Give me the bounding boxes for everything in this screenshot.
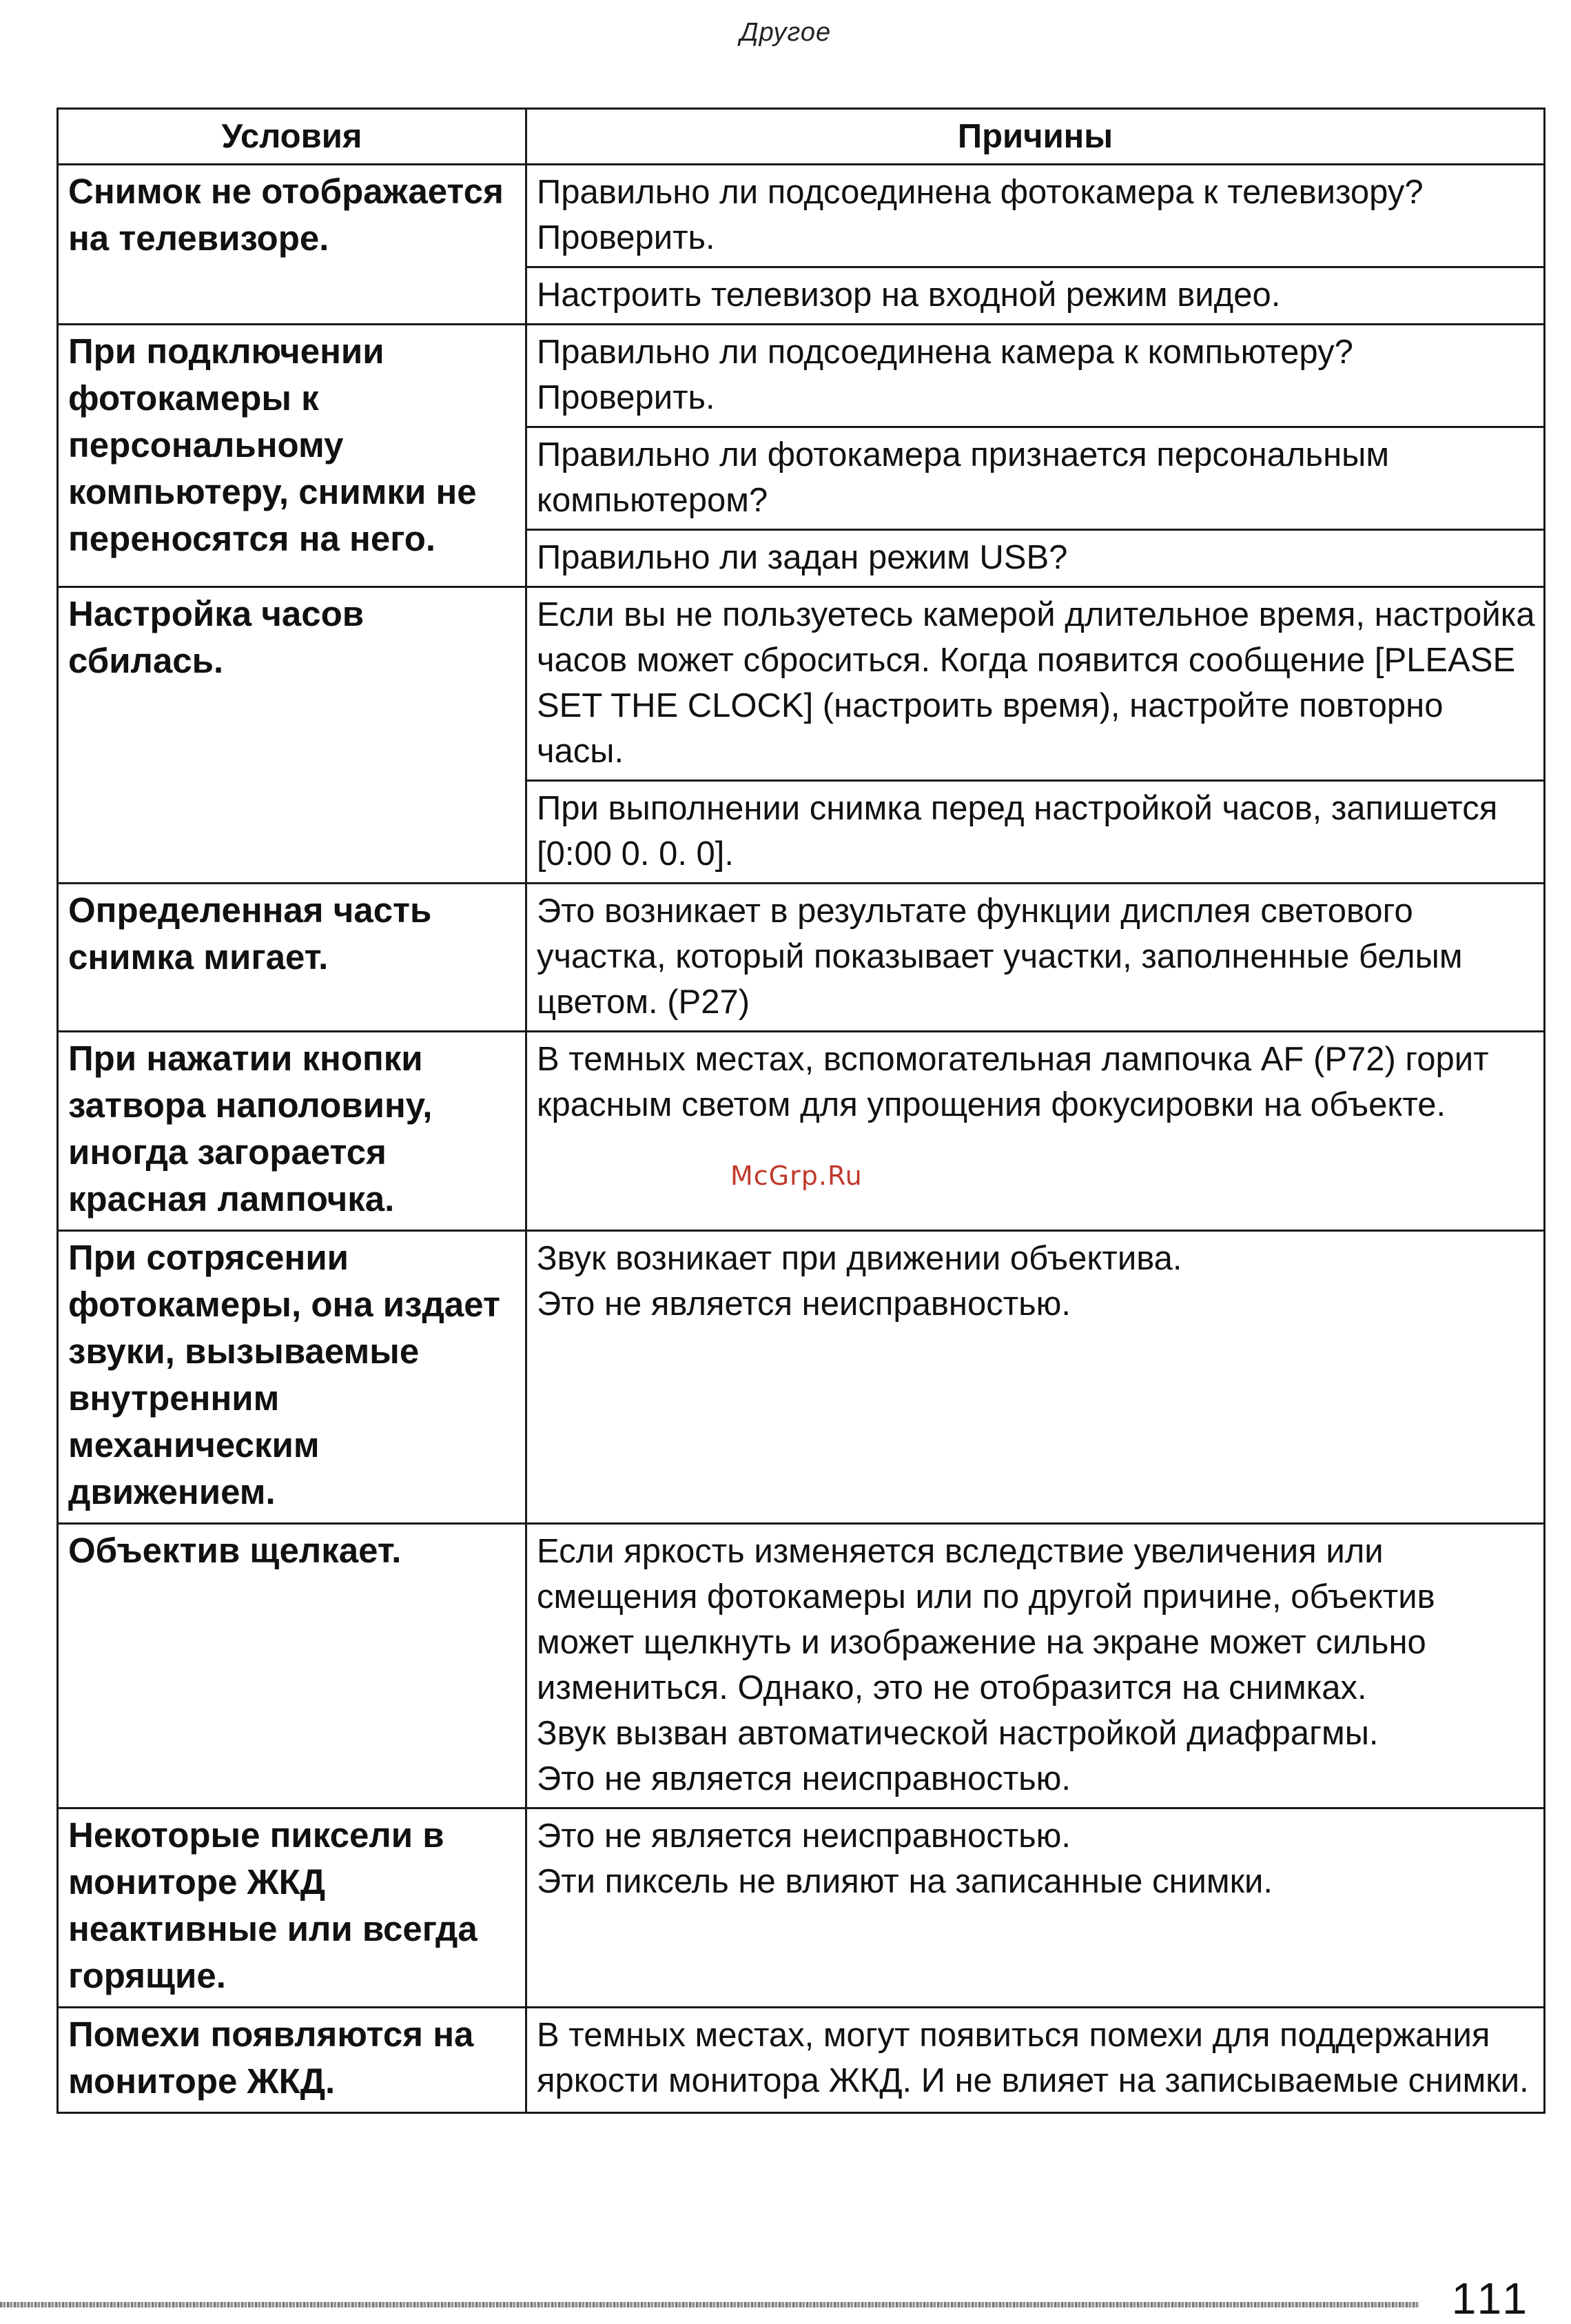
cause-line: Если яркость изменяется вследствие увеличения или смещения фотокамеры или по другой причине, объектив может щелкнуть и изображение на экране может сильно измениться. Однако, это не отобразится на снимках. <box>537 1533 1435 1706</box>
table-row <box>58 587 1545 781</box>
page-number: 111 <box>1451 2274 1531 2323</box>
cause-line: Если вы не пользуетесь камерой длительное время, настройка часов может сброситься. Когда появится сообщение [PLEASE SET THE CLOCK] (настроить время), настройте повторно часы. <box>537 596 1535 770</box>
condition-cell: Некоторые пиксели в мониторе ЖКД неактивные или всегда горящие. <box>58 1808 526 2008</box>
cause-cell <box>526 1808 1545 2008</box>
cause-line: При выполнении снимка перед настройкой часов, запишется [0:00 0. 0. 0]. <box>537 790 1498 873</box>
condition-cell: Объектив щелкает. <box>58 1524 526 1808</box>
cause-line: Настроить телевизор на входной режим видео. <box>537 276 1281 314</box>
cause-line: Правильно ли задан режим USB? <box>537 539 1068 576</box>
cause-cell <box>526 1524 1545 1808</box>
condition-cell: Настройка часов сбилась. <box>58 587 526 884</box>
cause-cell <box>526 587 1545 781</box>
cause-cell <box>526 530 1545 587</box>
cause-cell <box>526 427 1545 530</box>
table-row <box>58 1032 1545 1231</box>
cause-cell <box>526 1231 1545 1524</box>
condition-cell: При сотрясении фотокамеры, она издает звуки, вызываемые внутренним механическим движением. <box>58 1231 526 1524</box>
condition-cell: Снимок не отображается на телевизоре. <box>58 165 526 325</box>
cause-line: Это возникает в результате функции дисплея светового участка, который показывает участки, заполненные белым цветом. (P27) <box>537 893 1463 1021</box>
cause-cell <box>526 884 1545 1032</box>
table-body <box>58 165 1545 2113</box>
cause-cell <box>526 2008 1545 2113</box>
table-row <box>58 1524 1545 1808</box>
condition-cell: Определенная часть снимка мигает. <box>58 884 526 1032</box>
condition-cell: При нажатии кнопки затвора наполовину, иногда загорается красная лампочка. <box>58 1032 526 1231</box>
watermark: McGrp.Ru <box>730 1161 863 1191</box>
column-header-conditions: Условия <box>58 109 526 165</box>
table-row <box>58 884 1545 1032</box>
section-header: Другое <box>739 18 832 47</box>
cause-cell <box>526 267 1545 325</box>
table-header-row <box>58 109 1545 165</box>
cause-line: Это не является неисправностью. <box>537 1817 1071 1855</box>
cause-line: Это не является неисправностью. <box>537 1760 1071 1797</box>
table-row <box>58 165 1545 267</box>
cause-line: В темных местах, вспомогательная лампочка AF (P72) горит красным светом для упрощения фокусировки на объекте. <box>537 1041 1489 1123</box>
table-row <box>58 2008 1545 2113</box>
troubleshooting-table <box>57 108 1546 2114</box>
cause-cell <box>526 781 1545 884</box>
cause-line: Это не является неисправностью. <box>537 1285 1071 1323</box>
footer-rule <box>0 2302 1419 2307</box>
cause-line: В темных местах, могут появиться помехи для поддержания яркости монитора ЖКД. И не влияет на записываемые снимки. <box>537 2017 1529 2099</box>
cause-line: Правильно ли подсоединена камера к компьютеру? Проверить. <box>537 334 1353 416</box>
cause-line: Звук возникает при движении объектива. <box>537 1240 1182 1277</box>
cause-line: Правильно ли подсоединена фотокамера к телевизору? Проверить. <box>537 174 1424 256</box>
table-row <box>58 1231 1545 1524</box>
cause-line: Эти пиксель не влияют на записанные снимки. <box>537 1863 1273 1900</box>
cause-cell <box>526 165 1545 267</box>
cause-line: Правильно ли фотокамера признается персональным компьютером? <box>537 436 1390 519</box>
condition-cell: При подключении фотокамеры к персональному компьютеру, снимки не переносятся на него. <box>58 325 526 587</box>
table-row <box>58 1808 1545 2008</box>
condition-cell: Помехи появляются на мониторе ЖКД. <box>58 2008 526 2113</box>
cause-line: Звук вызван автоматической настройкой диафрагмы. <box>537 1715 1379 1752</box>
column-header-causes: Причины <box>526 109 1545 165</box>
cause-cell <box>526 325 1545 427</box>
table-row <box>58 325 1545 427</box>
cause-cell <box>526 1032 1545 1231</box>
